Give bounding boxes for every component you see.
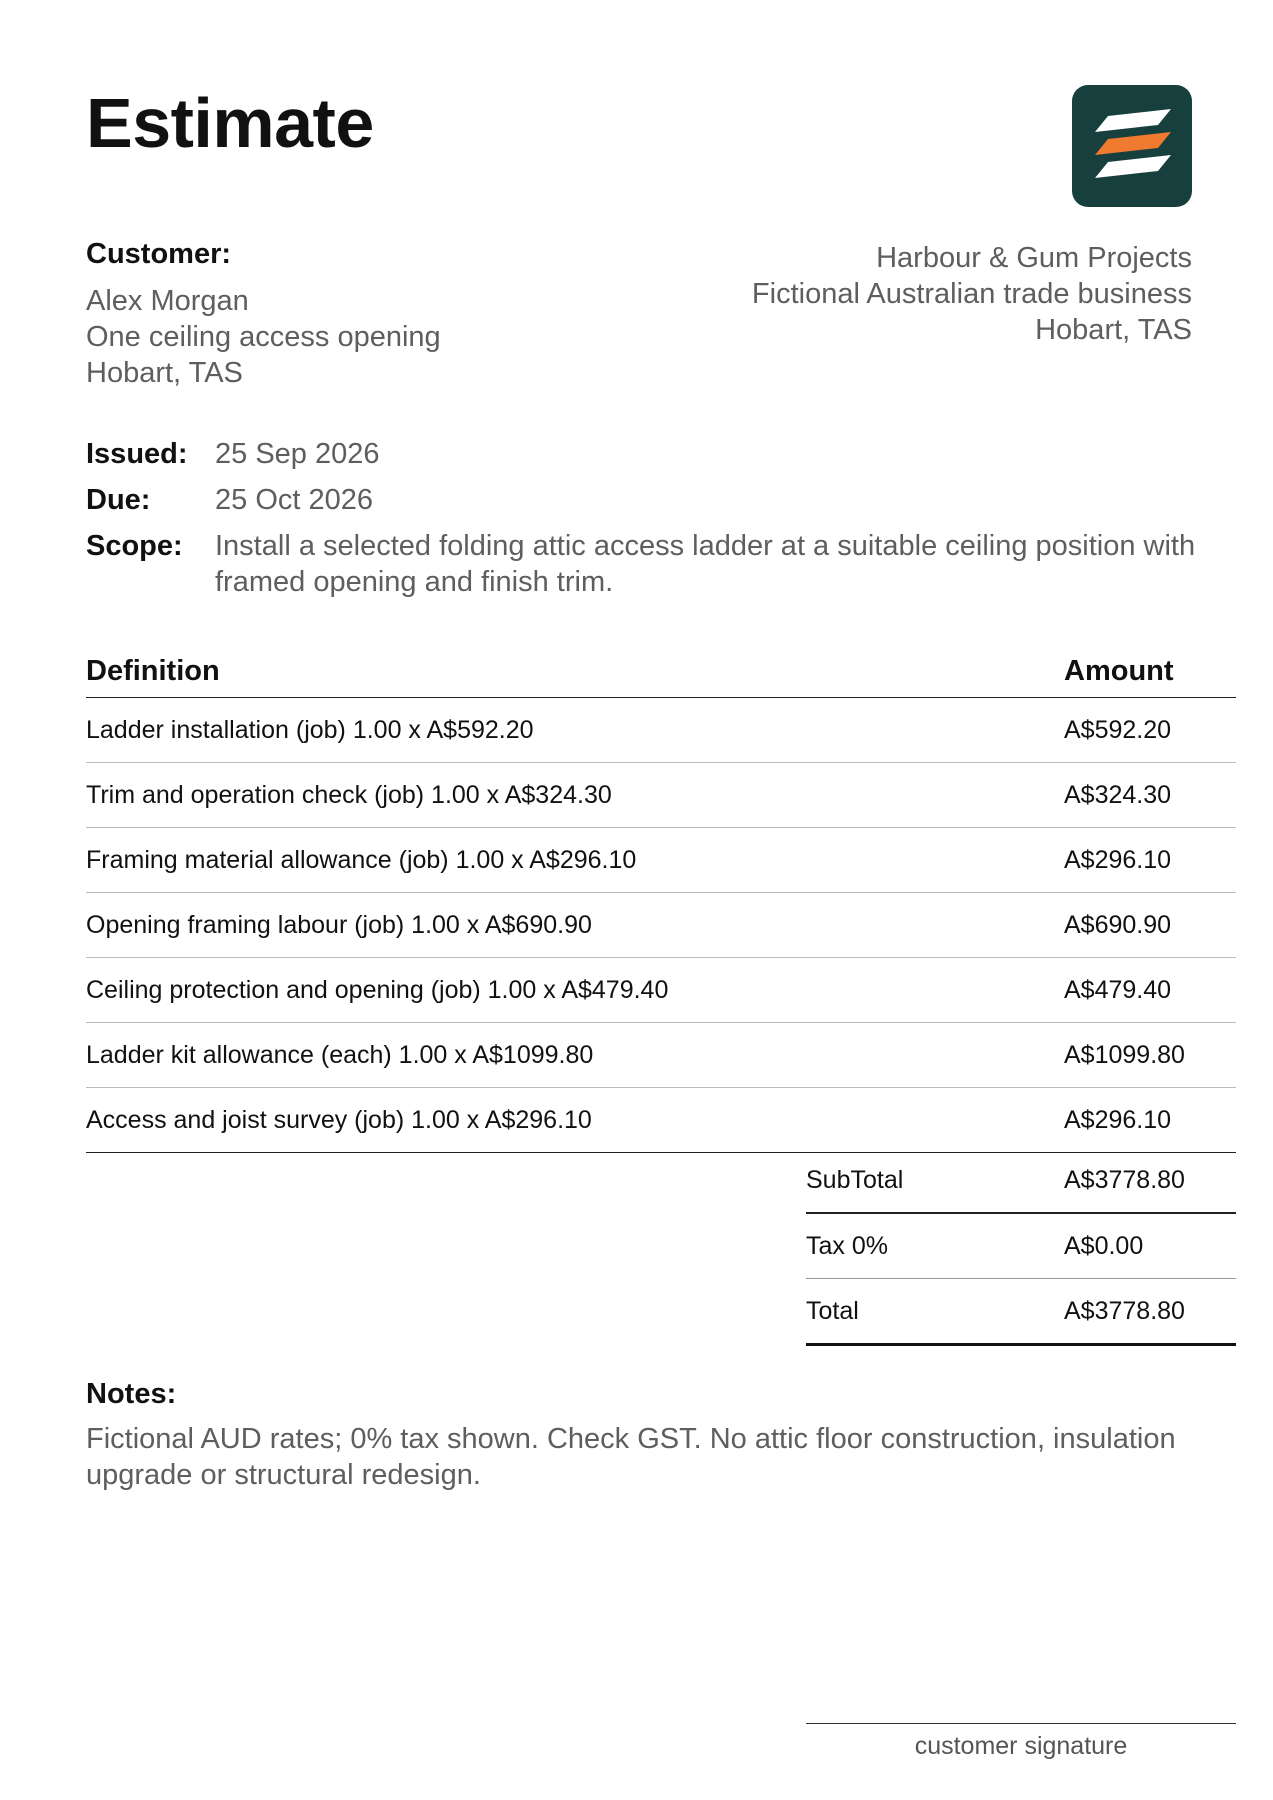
business-tagline: Fictional Australian trade business <box>751 278 1192 310</box>
row-amount: A$296.10 <box>1064 845 1172 874</box>
subtotal-value: A$3778.80 <box>1064 1165 1185 1194</box>
row-definition: Ladder kit allowance (each) 1.00 x A$1099.80 <box>86 1040 594 1069</box>
business-block <box>752 240 1192 348</box>
issued-row <box>86 436 1236 472</box>
row-amount: A$1099.80 <box>1064 1040 1185 1069</box>
row-amount: A$592.20 <box>1064 715 1172 744</box>
table-row <box>86 1088 1236 1153</box>
scope-label: Scope: <box>86 530 183 562</box>
business-location: Hobart, TAS <box>1035 314 1192 346</box>
business-name: Harbour & Gum Projects <box>876 242 1192 274</box>
row-amount: A$690.90 <box>1064 910 1172 939</box>
business-logo <box>1072 85 1192 207</box>
issued-label: Issued: <box>86 438 188 470</box>
row-definition: Ceiling protection and opening (job) 1.00 x A$479.40 <box>86 975 669 1004</box>
row-amount: A$324.30 <box>1064 780 1172 809</box>
table-header <box>86 655 1236 698</box>
estimate-meta <box>86 436 1236 610</box>
row-amount: A$296.10 <box>1064 1105 1172 1134</box>
total-row <box>806 1279 1236 1346</box>
totals-block <box>806 1148 1236 1346</box>
total-label: Total <box>806 1296 859 1325</box>
issued-value: 25 Sep 2026 <box>215 438 380 470</box>
tax-label: Tax 0% <box>806 1231 888 1260</box>
customer-block <box>86 238 441 391</box>
notes-label: Notes: <box>86 1378 177 1410</box>
customer-signature-line <box>806 1723 1236 1761</box>
signature-label: customer signature <box>914 1732 1128 1760</box>
line-items-table <box>86 655 1236 1153</box>
tax-value: A$0.00 <box>1064 1231 1144 1260</box>
customer-location: Hobart, TAS <box>86 357 243 389</box>
row-definition: Opening framing labour (job) 1.00 x A$690.90 <box>86 910 592 939</box>
row-definition: Ladder installation (job) 1.00 x A$592.20 <box>86 715 534 744</box>
total-value: A$3778.80 <box>1064 1296 1185 1325</box>
stacked-layers-icon <box>1072 85 1192 207</box>
row-amount: A$479.40 <box>1064 975 1172 1004</box>
customer-name: Alex Morgan <box>86 285 249 317</box>
notes-text: Fictional AUD rates; 0% tax shown. Check GST. No attic floor construction, insulation upgrade or structural redesign. <box>86 1423 1176 1491</box>
scope-value: Install a selected folding attic access ladder at a suitable ceiling position with framed opening and finish trim. <box>215 530 1196 598</box>
row-definition: Trim and operation check (job) 1.00 x A$324.30 <box>86 780 612 809</box>
table-row <box>86 698 1236 763</box>
scope-row <box>86 528 1236 600</box>
table-row <box>86 1023 1236 1088</box>
due-label: Due: <box>86 484 151 516</box>
table-row <box>86 828 1236 893</box>
customer-description: One ceiling access opening <box>86 321 441 353</box>
column-header-definition: Definition <box>86 655 220 687</box>
tax-row <box>806 1214 1236 1279</box>
due-row <box>86 482 1236 518</box>
due-value: 25 Oct 2026 <box>215 484 373 516</box>
notes-block <box>86 1378 1186 1493</box>
table-row <box>86 893 1236 958</box>
table-row <box>86 958 1236 1023</box>
column-header-amount: Amount <box>1064 655 1174 687</box>
row-definition: Access and joist survey (job) 1.00 x A$296.10 <box>86 1105 592 1134</box>
document-title: Estimate <box>86 84 374 162</box>
table-row <box>86 763 1236 828</box>
subtotal-row <box>806 1148 1236 1214</box>
customer-label: Customer: <box>86 238 232 270</box>
subtotal-label: SubTotal <box>806 1165 904 1194</box>
row-definition: Framing material allowance (job) 1.00 x A$296.10 <box>86 845 637 874</box>
